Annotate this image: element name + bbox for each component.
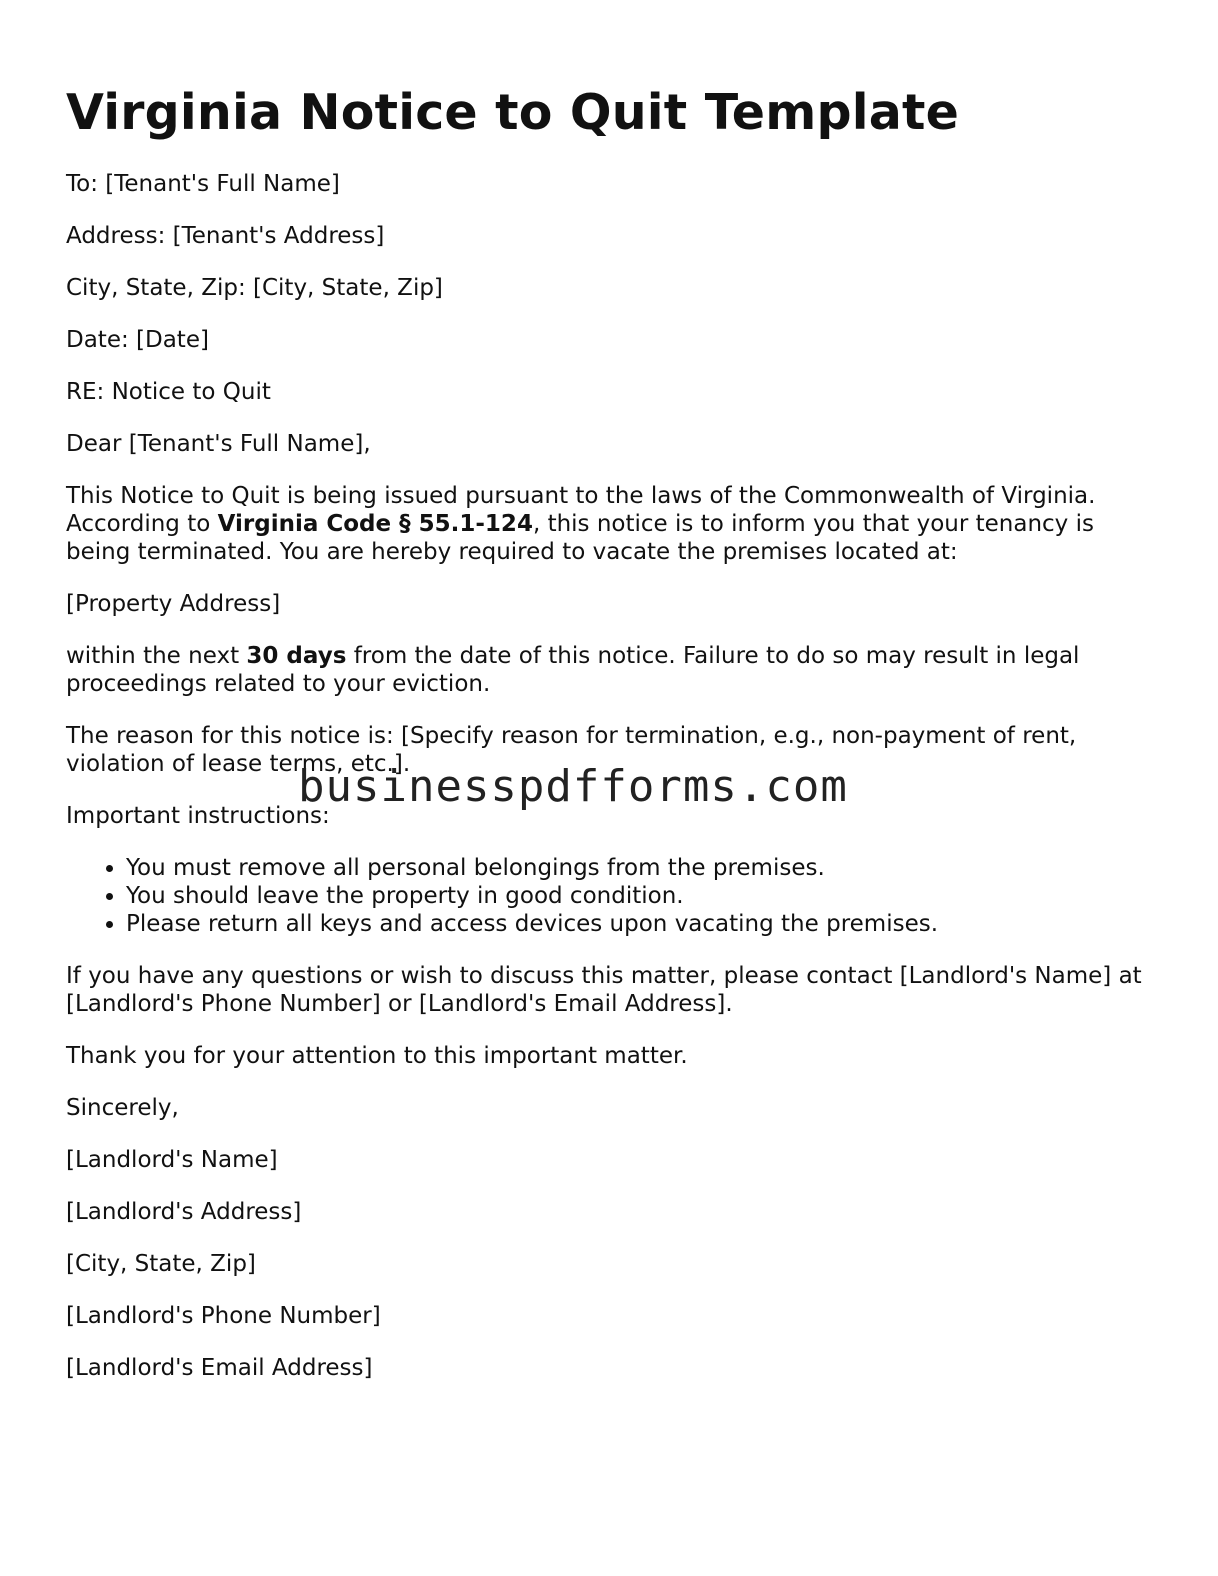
deadline-text-2: from the date of this notice. Failure to do so may result in legal proceedings related to your eviction. (66, 643, 1080, 697)
instruction-item: • You should leave the property in good condition. (126, 882, 1156, 910)
signature-phone: [Landlord's Phone Number] (66, 1303, 381, 1329)
instructions-heading: Important instructions: (66, 803, 330, 829)
re-line: RE: Notice to Quit (66, 379, 271, 405)
deadline-paragraph (66, 642, 1156, 698)
salutation: Dear [Tenant's Full Name], (66, 431, 371, 457)
intro-text-1: This Notice to Quit is being issued pursuant to the laws of the Commonwealth of Virginia. According to (66, 483, 1096, 537)
reason-paragraph: The reason for this notice is: [Specify reason for termination, e.g., non-payment of rent, violation of lease terms, etc.]. (66, 723, 1077, 777)
document-title: Virginia Notice to Quit Template (66, 84, 960, 141)
instruction-item: • You must remove all personal belongings from the premises. (126, 854, 1156, 882)
property-address: [Property Address] (66, 591, 281, 617)
intro-paragraph (66, 482, 1156, 566)
thanks-paragraph: Thank you for your attention to this important matter. (66, 1043, 688, 1069)
intro-text-2: , this notice is to inform you that your tenancy is being terminated. You are hereby required to vacate the premises located at: (66, 511, 1094, 565)
instructions-list (66, 854, 1156, 938)
instruction-item: • Please return all keys and access devices upon vacating the premises. (126, 910, 1156, 938)
date-line: Date: [Date] (66, 327, 209, 353)
watermark-text: businesspdfforms.com (298, 761, 848, 812)
virginia-code-reference: Virginia Code § 55.1-124 (217, 511, 533, 537)
signature-email: [Landlord's Email Address] (66, 1355, 373, 1381)
signature-name: [Landlord's Name] (66, 1147, 278, 1173)
deadline-days: 30 days (246, 643, 347, 669)
contact-paragraph: If you have any questions or wish to discuss this matter, please contact [Landlord's Name] at [Landlord's Phone Number] or [Landlord's Email Address]. (66, 963, 1142, 1017)
to-line: To: [Tenant's Full Name] (66, 171, 340, 197)
deadline-text-1: within the next (66, 643, 247, 669)
signature-city-state-zip: [City, State, Zip] (66, 1251, 256, 1277)
closing: Sincerely, (66, 1095, 179, 1121)
address-line: Address: [Tenant's Address] (66, 223, 385, 249)
signature-address: [Landlord's Address] (66, 1199, 302, 1225)
city-state-zip-line: City, State, Zip: [City, State, Zip] (66, 275, 443, 301)
document-page (66, 82, 1156, 1406)
